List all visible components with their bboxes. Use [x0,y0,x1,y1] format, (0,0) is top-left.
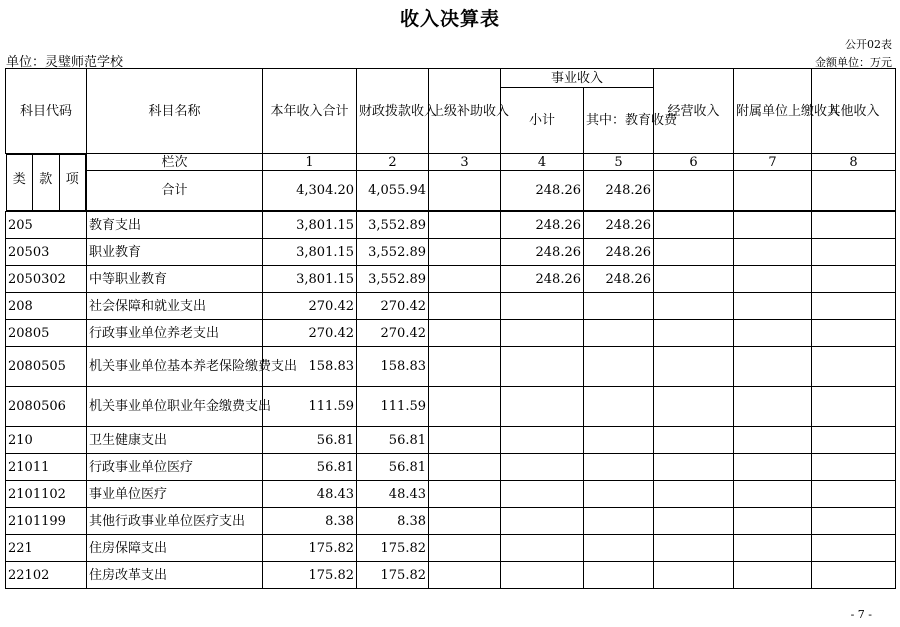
subject-code-cell: 205 [6,212,87,239]
subject-code-cell: 208 [6,293,87,320]
amount-cell-fiscal: 111.59 [357,387,429,427]
amount-cell-other [812,427,896,454]
subject-name-cell: 社会保障和就业支出 [87,293,263,320]
table-row [6,239,896,266]
form-code: 公开02表 [845,38,892,51]
table-row [6,481,896,508]
amount-cell-superior [429,427,501,454]
amount-cell-edu-fees: 248.26 [584,239,654,266]
amount-cell-affiliated [734,266,812,293]
amount-cell-edu-fees [584,481,654,508]
amount-cell-total: 175.82 [263,535,357,562]
amount-cell-other [812,293,896,320]
amount-cell-affiliated [734,212,812,239]
subject-name-cell: 其他行政事业单位医疗支出 [87,508,263,535]
amount-cell-operating [654,293,734,320]
subject-name-cell: 行政事业单位医疗 [87,454,263,481]
subject-code-cell: 2101102 [6,481,87,508]
amount-cell-subtotal: 248.26 [501,266,584,293]
subject-name-cell: 事业单位医疗 [87,481,263,508]
amount-cell-fiscal: 48.43 [357,481,429,508]
column-number: 2 [357,154,429,171]
amount-cell-superior [429,454,501,481]
header-subject-name: 科目名称 [87,69,263,154]
table-row [6,535,896,562]
amount-cell-affiliated [734,239,812,266]
amount-cell-edu-fees: 248.26 [584,266,654,293]
amount-cell-other [812,562,896,589]
amount-cell-superior [429,562,501,589]
subject-name-cell: 教育支出 [87,212,263,239]
subject-code-cell: 2080505 [6,347,87,387]
subject-name-cell: 职业教育 [87,239,263,266]
amount-cell-other [812,212,896,239]
amount-cell-affiliated [734,535,812,562]
amount-cell-total: 270.42 [263,293,357,320]
total-row-superior [429,171,501,211]
amount-cell-fiscal: 175.82 [357,562,429,589]
amount-cell-fiscal: 3,552.89 [357,212,429,239]
amount-cell-other [812,481,896,508]
total-row-total: 4,304.20 [263,171,357,211]
amount-cell-superior [429,266,501,293]
table-row [6,427,896,454]
amount-cell-subtotal [501,427,584,454]
total-row-other [812,171,896,211]
amount-cell-total: 48.43 [263,481,357,508]
amount-cell-other [812,347,896,387]
amount-cell-operating [654,481,734,508]
amount-cell-operating [654,387,734,427]
amount-cell-fiscal: 175.82 [357,535,429,562]
amount-cell-fiscal: 270.42 [357,293,429,320]
header-affiliated-income: 附属单位上缴收入 [734,69,812,154]
table-row [6,320,896,347]
subject-code-cell: 2050302 [6,266,87,293]
unit-label: 单位：灵璧师范学校 [6,55,124,70]
page-title: 收入决算表 [399,8,500,30]
amount-cell-affiliated [734,562,812,589]
subject-name-cell: 住房保障支出 [87,535,263,562]
amount-cell-superior [429,508,501,535]
column-number: 7 [734,154,812,171]
amount-cell-other [812,239,896,266]
amount-cell-affiliated [734,508,812,535]
amount-cell-other [812,454,896,481]
amount-cell-total: 3,801.15 [263,212,357,239]
amount-cell-superior [429,239,501,266]
amount-cell-total: 158.83 [263,347,357,387]
amount-cell-other [812,320,896,347]
amount-cell-other [812,387,896,427]
amount-cell-fiscal: 56.81 [357,454,429,481]
amount-cell-total: 175.82 [263,562,357,589]
subject-code-cell: 2080506 [6,387,87,427]
amount-cell-other [812,266,896,293]
amount-cell-total: 111.59 [263,387,357,427]
amount-unit-label: 金额单位：万元 [815,56,892,69]
column-number: 4 [501,154,584,171]
total-row-operating [654,171,734,211]
header-operating-income: 经营收入 [654,69,734,154]
amount-cell-fiscal: 8.38 [357,508,429,535]
subject-name-cell: 中等职业教育 [87,266,263,293]
header-total-income: 本年收入合计 [263,69,357,154]
amount-cell-operating [654,562,734,589]
amount-cell-superior [429,320,501,347]
amount-cell-subtotal [501,508,584,535]
amount-cell-edu-fees: 248.26 [584,212,654,239]
subject-name-cell: 机关事业单位职业年金缴费支出 [87,387,263,427]
amount-cell-superior [429,212,501,239]
amount-cell-fiscal: 158.83 [357,347,429,387]
table-row [6,212,896,239]
table-row [6,387,896,427]
amount-cell-total: 3,801.15 [263,266,357,293]
header-subject-code: 科目代码 [6,69,87,154]
total-row-fiscal: 4,055.94 [357,171,429,211]
amount-cell-edu-fees [584,562,654,589]
page-number: - 7 - [850,608,872,621]
amount-cell-edu-fees [584,347,654,387]
amount-cell-operating [654,266,734,293]
subject-code-cell: 20805 [6,320,87,347]
amount-cell-superior [429,535,501,562]
amount-cell-total: 270.42 [263,320,357,347]
amount-cell-subtotal: 248.26 [501,212,584,239]
amount-cell-affiliated [734,320,812,347]
amount-cell-subtotal: 248.26 [501,239,584,266]
amount-cell-subtotal [501,454,584,481]
subject-name-cell: 住房改革支出 [87,562,263,589]
column-number: 3 [429,154,501,171]
header-business-income: 事业收入 [501,69,654,88]
amount-cell-subtotal [501,320,584,347]
amount-cell-other [812,508,896,535]
header-subtotal: 小计 [501,88,584,154]
amount-cell-total: 56.81 [263,427,357,454]
amount-cell-operating [654,535,734,562]
subject-code-cell: 210 [6,427,87,454]
amount-cell-affiliated [734,293,812,320]
table-row [6,454,896,481]
header-fiscal-allocation: 财政拨款收入 [357,69,429,154]
amount-cell-fiscal: 3,552.89 [357,239,429,266]
total-row-subtotal: 248.26 [501,171,584,211]
amount-cell-edu-fees [584,387,654,427]
header-class: 类 [7,155,34,210]
amount-cell-subtotal [501,535,584,562]
amount-cell-total: 8.38 [263,508,357,535]
header-other-income: 其他收入 [812,69,896,154]
amount-cell-operating [654,212,734,239]
subject-code-cell: 221 [6,535,87,562]
table-row [6,293,896,320]
amount-cell-affiliated [734,387,812,427]
amount-cell-edu-fees [584,535,654,562]
header-column-index: 栏次 [87,154,263,171]
subject-code-cell: 2101199 [6,508,87,535]
amount-cell-operating [654,427,734,454]
amount-cell-subtotal [501,347,584,387]
total-row-label: 合计 [87,171,263,211]
amount-cell-edu-fees [584,427,654,454]
amount-cell-operating [654,320,734,347]
amount-cell-affiliated [734,481,812,508]
column-number: 5 [584,154,654,171]
amount-cell-affiliated [734,347,812,387]
amount-cell-fiscal: 270.42 [357,320,429,347]
amount-cell-subtotal [501,387,584,427]
amount-cell-superior [429,481,501,508]
subject-code-cell: 22102 [6,562,87,589]
header-item: 项 [65,172,79,187]
amount-cell-subtotal [501,562,584,589]
amount-cell-subtotal [501,481,584,508]
class-section-item-cell [6,154,87,212]
column-number: 6 [654,154,734,171]
amount-cell-affiliated [734,427,812,454]
amount-cell-total: 56.81 [263,454,357,481]
amount-cell-total: 3,801.15 [263,239,357,266]
amount-cell-other [812,535,896,562]
amount-cell-fiscal: 3,552.89 [357,266,429,293]
column-number: 1 [263,154,357,171]
subject-name-cell: 机关事业单位基本养老保险缴费支出 [87,347,263,387]
amount-cell-operating [654,347,734,387]
header-superior-subsidy: 上级补助收入 [429,69,501,154]
column-number: 8 [812,154,896,171]
amount-cell-edu-fees [584,508,654,535]
table-row [6,347,896,387]
amount-cell-fiscal: 56.81 [357,427,429,454]
total-row-affiliated [734,171,812,211]
amount-cell-edu-fees [584,454,654,481]
amount-cell-edu-fees [584,320,654,347]
amount-cell-operating [654,508,734,535]
table-row [6,508,896,535]
total-row-edu-fees: 248.26 [584,171,654,211]
amount-cell-subtotal [501,293,584,320]
amount-cell-superior [429,293,501,320]
subject-code-cell: 21011 [6,454,87,481]
amount-cell-edu-fees [584,293,654,320]
header-education-fees: 其中：教育收费 [584,88,654,154]
subject-name-cell: 卫生健康支出 [87,427,263,454]
table-row [6,562,896,589]
amount-cell-superior [429,347,501,387]
subject-code-cell: 20503 [6,239,87,266]
subject-name-cell: 行政事业单位养老支出 [87,320,263,347]
amount-cell-affiliated [734,454,812,481]
header-section: 款 [33,155,60,210]
amount-cell-operating [654,239,734,266]
table-row [6,266,896,293]
amount-cell-superior [429,387,501,427]
amount-cell-operating [654,454,734,481]
income-report-table [5,68,896,589]
